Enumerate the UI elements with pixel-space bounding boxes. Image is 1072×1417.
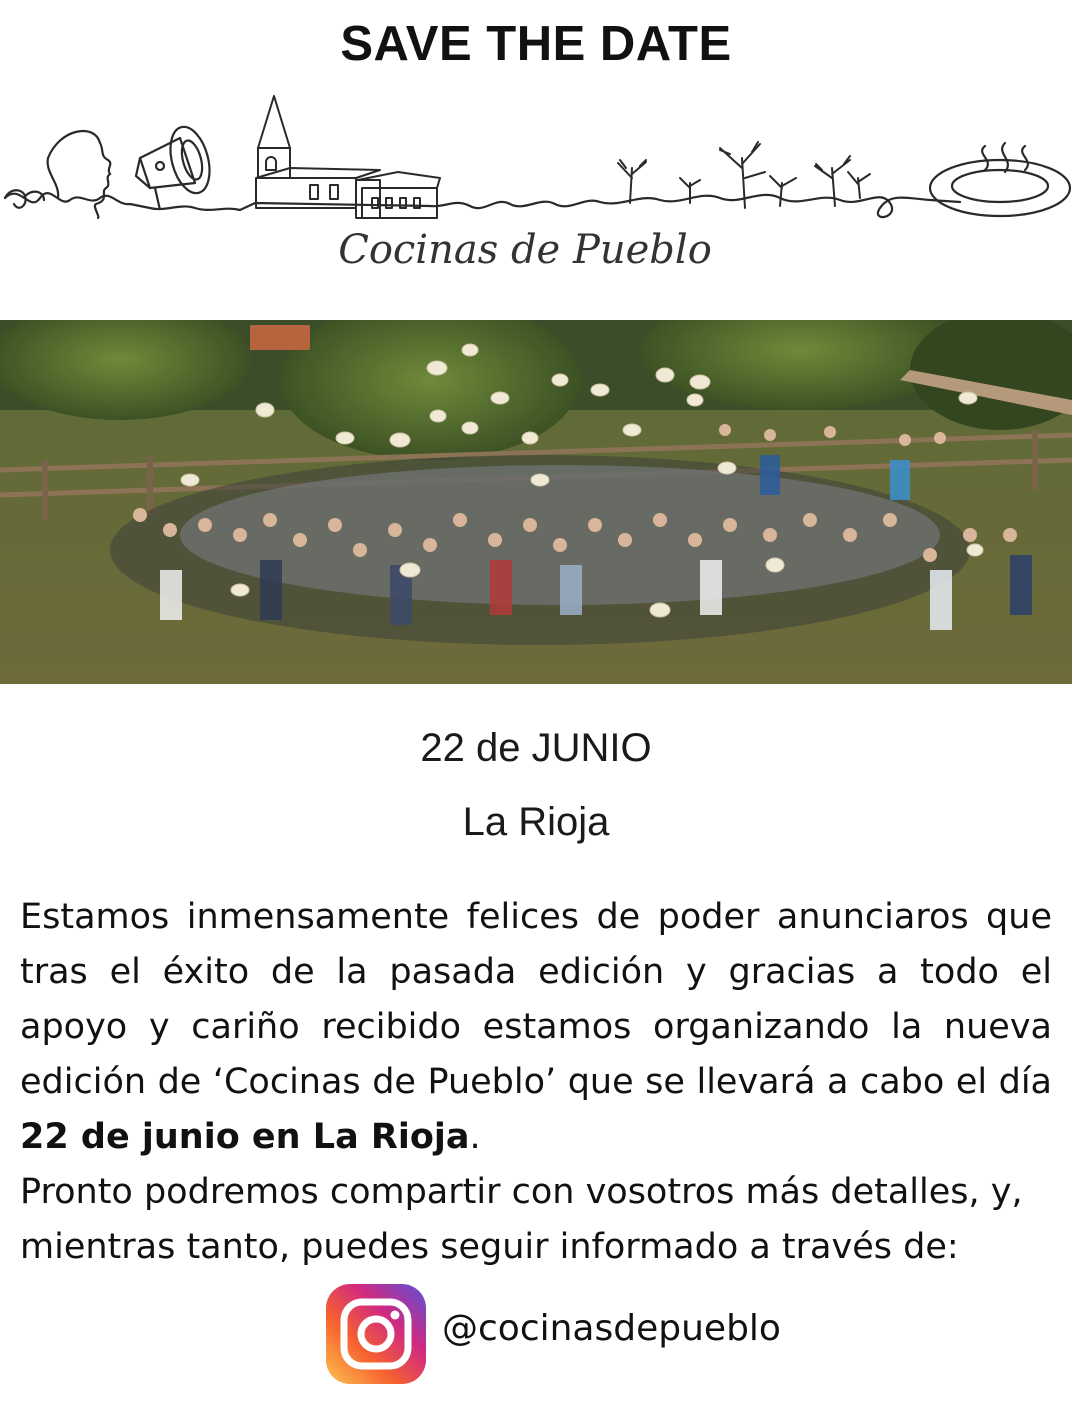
announcement-paragraph <box>20 890 1052 1165</box>
instagram-handle[interactable]: @cocinasdepueblo <box>442 1308 781 1349</box>
event-location: La Rioja <box>462 800 610 844</box>
announcement-text-part: Estamos inmensamente felices de poder anunciaros que tras el éxito de la pasada edición y gracias a todo el apoyo y cariño recibido estamos organizando la nueva edición de ‘Cocinas de Pueblo’ que se llevará a cabo el día <box>20 897 1052 1102</box>
face-profile-icon <box>48 131 111 218</box>
group-photo-icon <box>0 320 1072 684</box>
group-photo <box>0 320 1072 684</box>
megaphone-icon <box>136 122 216 210</box>
church-village-icon <box>256 96 440 218</box>
headline: SAVE THE DATE <box>340 17 732 71</box>
instagram-link[interactable] <box>326 1284 886 1384</box>
logo-wordmark: Cocinas de Pueblo <box>338 227 712 273</box>
instagram-icon <box>326 1284 426 1384</box>
announcement-text-end: . <box>469 1117 481 1157</box>
announcement-text <box>20 890 1052 1275</box>
cocinas-de-pueblo-logo <box>0 88 1072 288</box>
steaming-pot-icon <box>930 143 1070 216</box>
follow-paragraph: Pronto podremos compartir con vosotros más detalles, y, mientras tanto, puedes seguir informado a través de: <box>20 1172 1023 1267</box>
announcement-highlight: 22 de junio en La Rioja <box>20 1117 470 1157</box>
event-date: 22 de JUNIO <box>420 726 652 770</box>
